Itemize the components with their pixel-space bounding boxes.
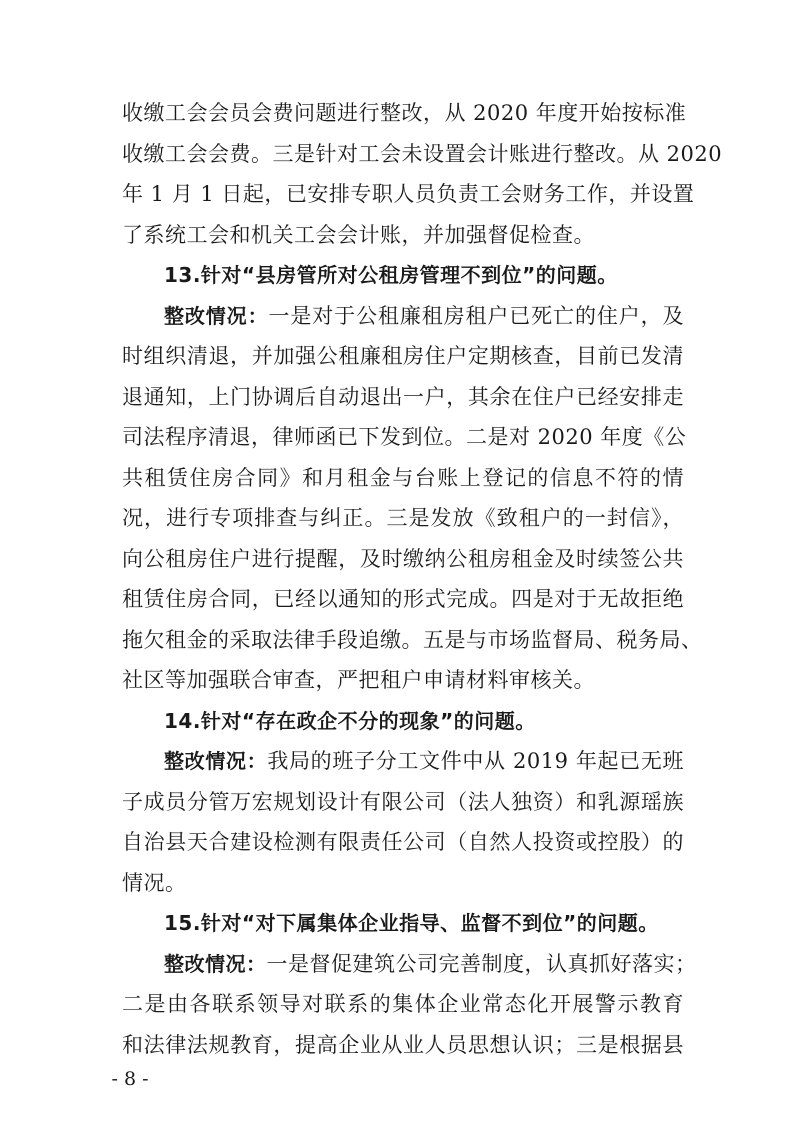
text-line: 退通知，上门协调后自动退出一户，其余在住户已经安排走: [122, 384, 684, 409]
text-line: 情况。: [122, 870, 187, 895]
page-number: - 8 -: [111, 1068, 149, 1090]
text-line: 租赁住房合同，已经以通知的形式完成。四是对于无故拒绝: [122, 587, 684, 611]
document-body: [122, 93, 723, 1065]
rectification-label: 整改情况：: [164, 951, 267, 976]
section-heading-14: 14.针对“存在政企不分的现象”的问题。: [164, 708, 536, 733]
rectification-label: 整改情况：: [164, 749, 268, 773]
text-line: 自治县天合建设检测有限责任公司（自然人投资或控股）的: [122, 830, 684, 854]
text-line: 子成员分管万宏规划设计有限公司（法人独资）和乳源瑶族: [122, 789, 684, 814]
section-heading-15: 15.针对“对下属集体企业指导、监督不到位”的问题。: [164, 911, 659, 935]
text-line: 时组织清退，并加强公租廉租房住户定期核查，目前已发清: [122, 344, 684, 368]
text-line: 拖欠租金的采取法律手段追缴。五是与市场监督局、税务局、: [122, 627, 703, 652]
text-line: 社区等加强联合审查，严把租户申请材料审核关。: [122, 668, 595, 692]
text-line: 共租赁住房合同》和月租金与台账上登记的信息不符的情: [122, 465, 684, 490]
text-line: 收缴工会会费。三是针对工会未设置会计账进行整改。从 2020: [122, 141, 723, 166]
text-line: 二是由各联系领导对联系的集体企业常态化开展警示教育: [122, 992, 684, 1016]
text-line: 向公租房住户进行提醒，及时缴纳公租房租金及时续签公共: [122, 546, 684, 571]
text-run: 一是对于公租廉租房租户已死亡的住户，及: [268, 303, 685, 328]
text-line: 司法程序清退，律师函已下发到位。二是对 2020 年度《公: [122, 425, 687, 449]
text-line: 况，进行专项排查与纠正。三是发放《致租户的一封信》，: [122, 506, 684, 530]
text-run: 一是督促建筑公司完善制度，认真抓好落实；: [266, 951, 697, 976]
text-line: [122, 944, 697, 985]
text-line: 收缴工会会员会费问题进行整改，从 2020 年度开始按标准: [122, 101, 687, 125]
text-line: 和法律法规教育，提高企业从业人员思想认识；三是根据县: [122, 1032, 684, 1057]
text-run: 我局的班子分工文件中从 2019 年起已无班: [267, 749, 684, 773]
section-heading-13: 13.针对“县房管所对公租房管理不到位”的问题。: [164, 263, 618, 287]
text-line: 年 1 月 1 日起，已安排专职人员负责工会财务工作，并设置: [122, 182, 695, 206]
rectification-label: 整改情况：: [164, 303, 269, 328]
text-line: 了系统工会和机关工会会计账，并加强督促检查。: [122, 222, 595, 247]
text-line: [122, 296, 684, 337]
text-line: [122, 741, 684, 782]
